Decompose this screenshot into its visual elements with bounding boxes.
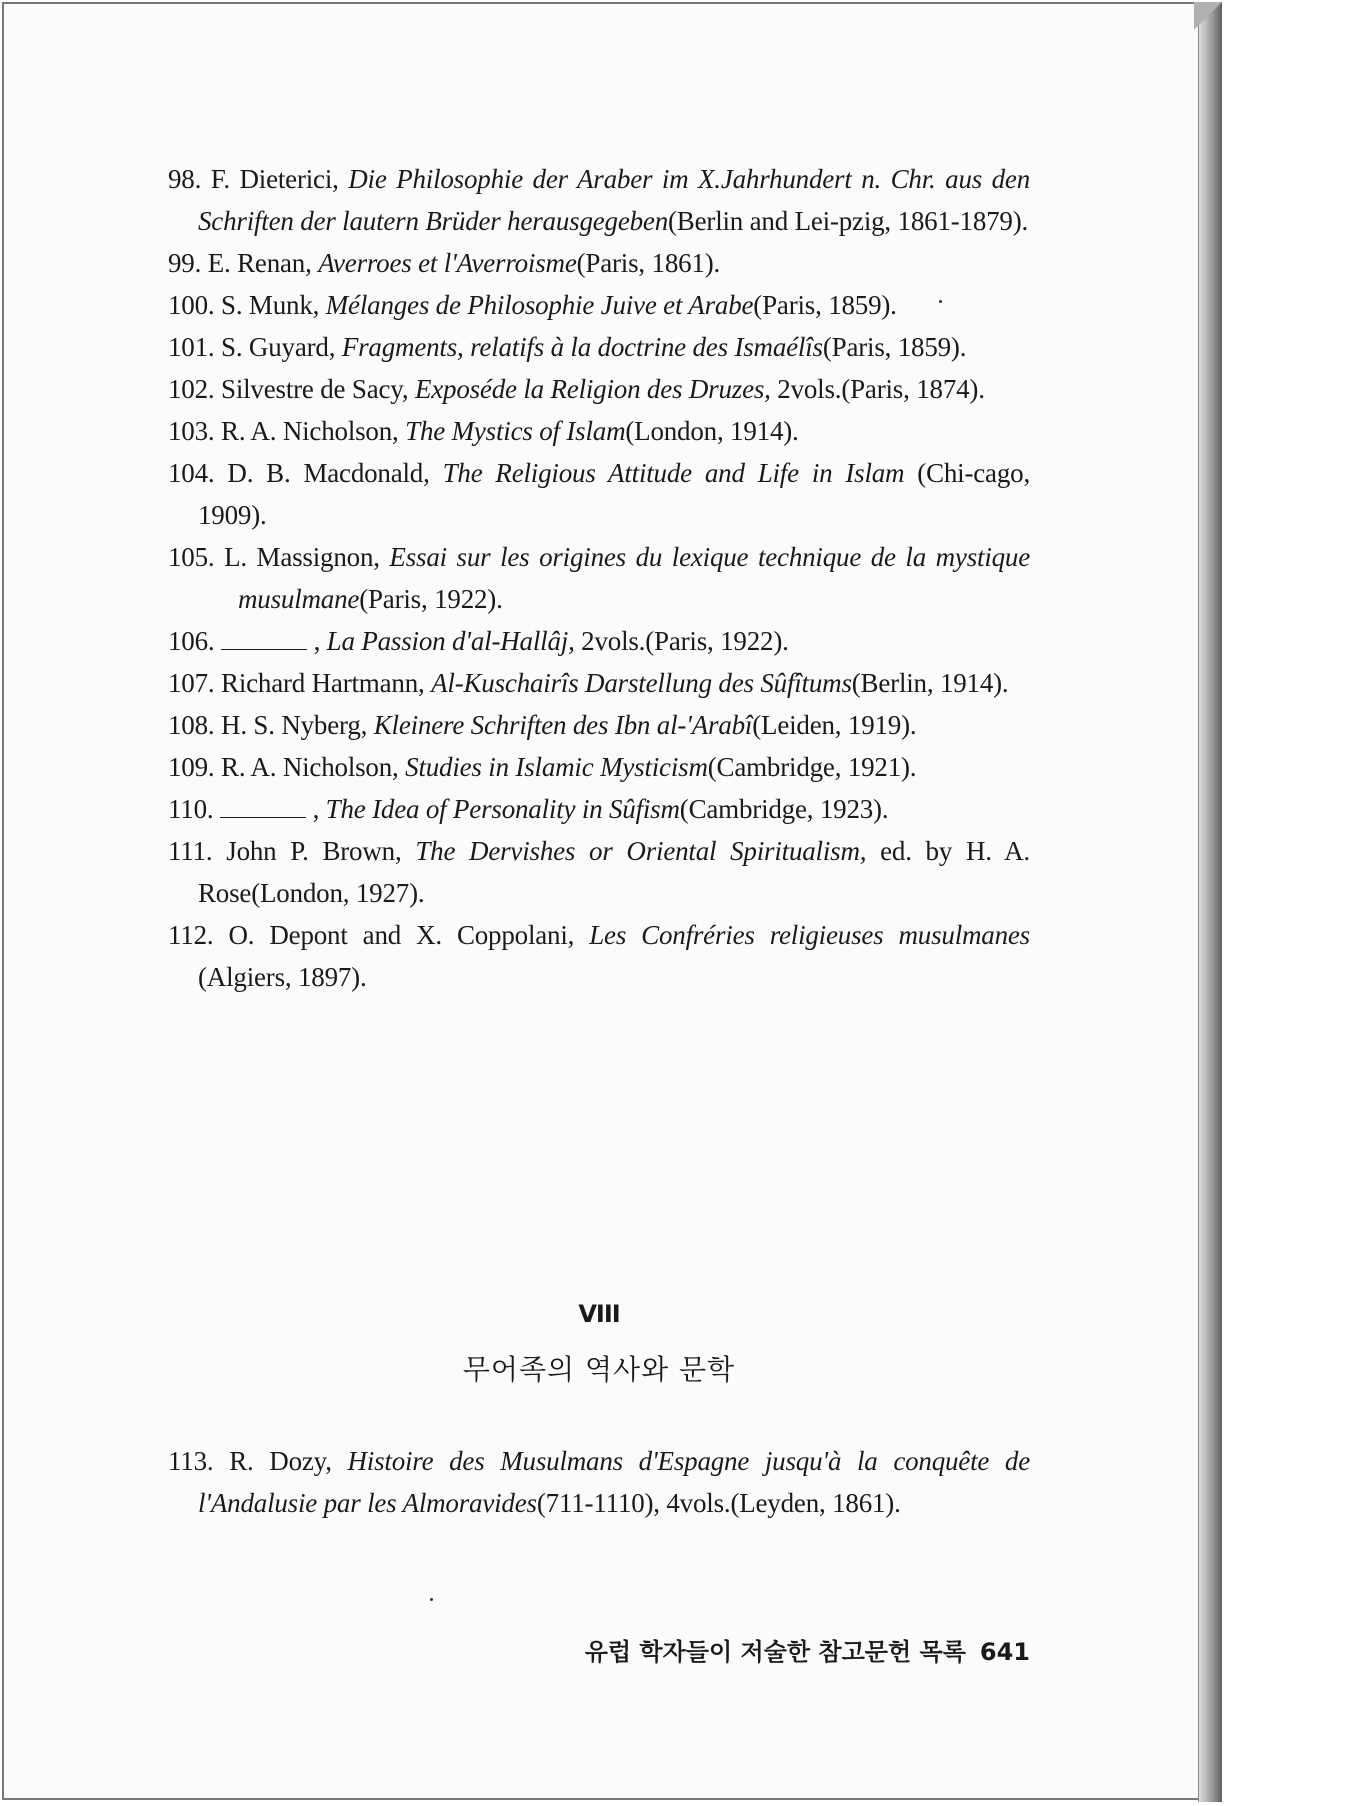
reference-details: (Berlin and Lei-pzig, 1861-1879). — [668, 206, 1029, 236]
reference-item — [168, 410, 1030, 452]
reference-title: Fragments, relatifs à la doctrine des Ismaélîs — [341, 332, 823, 362]
reference-item — [168, 830, 1030, 914]
reference-details: ed. by H. A. Rose(London, 1927). — [198, 836, 1030, 908]
reference-number: 105. — [168, 542, 215, 572]
reference-author: E. Renan, — [207, 248, 312, 278]
reference-list-section-viii — [168, 1440, 1030, 1524]
reference-title: Histoire des Musulmans d'Espagne jusqu'à la conquête de l'Andalusie par les Almoravides — [198, 1446, 1030, 1518]
reference-number: 111. — [168, 836, 213, 866]
reference-details: (Berlin, 1914). — [851, 668, 1009, 698]
reference-number: 106. — [168, 626, 215, 656]
reference-item — [168, 284, 1030, 326]
reference-details: (Paris, 1859). — [753, 290, 897, 320]
reference-details: (Algiers, 1897). — [198, 962, 367, 992]
reference-details: (Paris, 1861). — [576, 248, 721, 278]
reference-title: Les Confréries religieuses musulmanes — [589, 920, 1030, 950]
reference-number: 107. — [168, 668, 215, 698]
reference-author: R. A. Nicholson, — [221, 752, 399, 782]
reference-author: R. Dozy, — [229, 1446, 332, 1476]
running-title: 유럽 학자들이 저술한 참고문헌 목록 — [584, 1638, 966, 1666]
reference-title: Die Philosophie der Araber im X.Jahrhundert n. Chr. aus den Schriften der lautern Brüder herausgegeben — [198, 164, 1030, 236]
reference-item — [168, 1440, 1030, 1524]
reference-author: R. A. Nicholson, — [221, 416, 399, 446]
reference-item — [168, 368, 1030, 410]
reference-title: Essai sur les origines du lexique technique de la mystique musulmane — [238, 542, 1030, 614]
reference-details: (Paris, 1922). — [359, 584, 503, 614]
reference-number: 103. — [168, 416, 215, 446]
reference-number: 108. — [168, 710, 215, 740]
reference-item: 110. , The Idea of Personality in Sûfism(Cambridge, 1923). — [168, 794, 889, 824]
reference-item: 106. , La Passion d'al-Hallâj, 2vols.(Paris, 1922). — [168, 626, 789, 656]
reference-item — [168, 914, 1030, 998]
reference-item — [168, 662, 1030, 704]
reference-number: 99. — [168, 248, 202, 278]
reference-title: Studies in Islamic Mysticism — [405, 752, 708, 782]
reference-author: S. Munk, — [221, 290, 320, 320]
reference-item — [168, 536, 1030, 620]
reference-item — [168, 326, 1030, 368]
reference-details: (711-1110), 4vols.(Leyden, 1861). — [536, 1488, 901, 1518]
reference-item — [168, 746, 1030, 788]
running-footer — [585, 1632, 1030, 1667]
ditto-blank-line — [221, 631, 307, 650]
page-corner — [1194, 2, 1222, 30]
reference-author: Silvestre de Sacy, — [221, 374, 409, 404]
reference-author: John P. Brown, — [226, 836, 402, 866]
reference-details: (Cambridge, 1921). — [707, 752, 917, 782]
reference-author: Richard Hartmann, — [221, 668, 425, 698]
reference-item — [168, 242, 1030, 284]
reference-details: (Leiden, 1919). — [752, 710, 917, 740]
page-number: 641 — [979, 1638, 1030, 1666]
speck-mark — [430, 1598, 433, 1601]
reference-details: (Paris, 1859). — [822, 332, 967, 362]
reference-number: 101. — [168, 332, 215, 362]
reference-title: Mélanges de Philosophie Juive et Arabe — [325, 290, 754, 320]
reference-item — [168, 704, 1030, 746]
reference-number: 113. — [168, 1446, 214, 1476]
reference-details: (Cambridge, 1923). — [679, 794, 889, 824]
reference-list — [168, 158, 1030, 998]
reference-details: (London, 1914). — [625, 416, 799, 446]
reference-title: Kleinere Schriften des Ibn al-'Arabî — [373, 710, 753, 740]
reference-number: 102. — [168, 374, 215, 404]
reference-author: D. B. Macdonald, — [227, 458, 430, 488]
reference-number: 112. — [168, 920, 214, 950]
page-edge-shadow — [1198, 2, 1223, 1802]
ditto-blank-line — [220, 799, 306, 818]
reference-number: 110. — [168, 794, 214, 824]
reference-number: 109. — [168, 752, 215, 782]
reference-details: (Chi-cago, 1909). — [198, 458, 1030, 530]
reference-title: Al-Kuschairîs Darstellung des Sûfîtums — [431, 668, 852, 698]
reference-title: La Passion d'al-Hallâj, — [326, 626, 575, 656]
reference-details: 2vols.(Paris, 1874). — [770, 374, 985, 404]
reference-number: 104. — [168, 458, 215, 488]
page-background — [1222, 0, 1367, 1806]
reference-item — [168, 452, 1030, 536]
reference-details: 2vols.(Paris, 1922). — [574, 626, 789, 656]
reference-author: O. Depont and X. Coppolani, — [228, 920, 575, 950]
reference-title: The Idea of Personality in Sûfism — [325, 794, 680, 824]
section-numeral: VIII — [578, 1300, 620, 1328]
speck-mark — [939, 300, 942, 303]
section-title: 무어족의 역사와 문학 — [462, 1353, 736, 1386]
reference-title: The Religious Attitude and Life in Islam — [442, 458, 905, 488]
reference-author: H. S. Nyberg, — [221, 710, 368, 740]
reference-item — [168, 158, 1030, 242]
reference-title: Averroes et l'Averroisme — [318, 248, 577, 278]
reference-author: L. Massignon, — [224, 542, 380, 572]
reference-author: S. Guyard, — [221, 332, 336, 362]
reference-number: 98. — [168, 164, 202, 194]
reference-number: 100. — [168, 290, 215, 320]
reference-title: The Dervishes or Oriental Spiritualism, — [415, 836, 867, 866]
reference-author: F. Dieterici, — [210, 164, 339, 194]
reference-title: Exposéde la Religion des Druzes, — [414, 374, 771, 404]
reference-title: The Mystics of Islam — [405, 416, 626, 446]
